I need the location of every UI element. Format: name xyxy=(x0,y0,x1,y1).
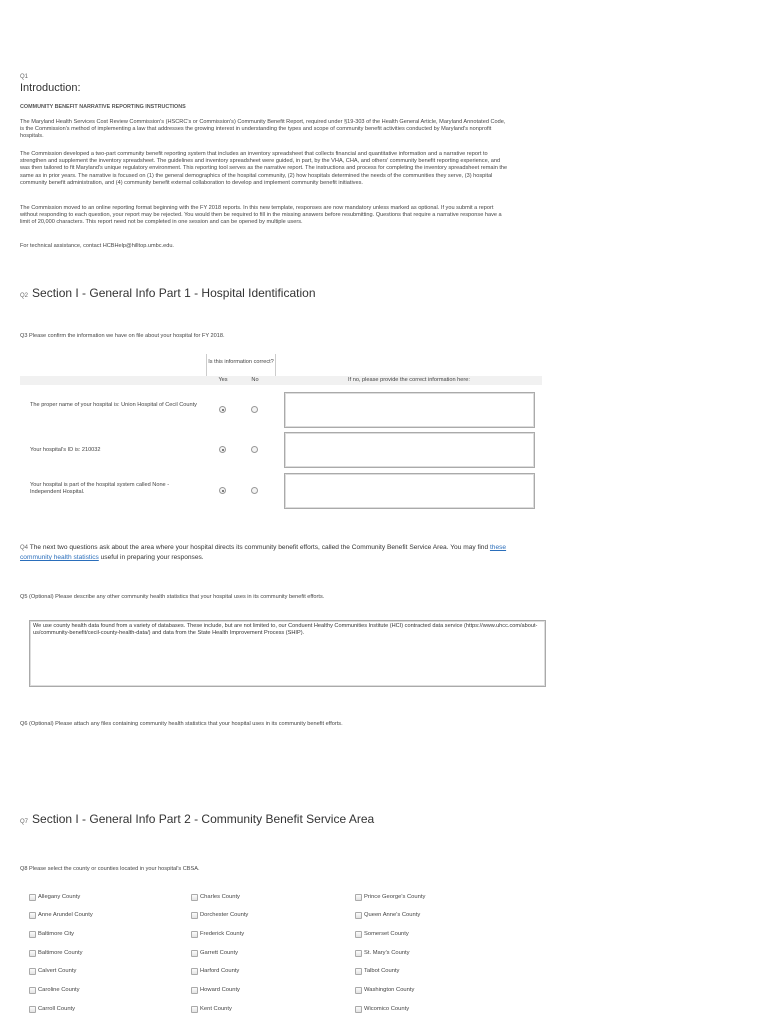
q6-prompt xyxy=(20,721,343,728)
county-checkbox[interactable] xyxy=(355,912,362,919)
county-label[interactable]: Somerset County xyxy=(364,931,409,937)
section2-title: Section I - General Info Part 2 - Community Benefit Service Area xyxy=(32,812,375,826)
county-checkbox[interactable] xyxy=(191,987,198,994)
q8-number: Q8 xyxy=(20,866,28,872)
county-label[interactable]: Caroline County xyxy=(38,987,80,993)
county-checkbox[interactable] xyxy=(29,968,36,975)
q4-text-after: useful in preparing your responses. xyxy=(98,554,204,561)
row-1-no-radio[interactable] xyxy=(251,406,258,413)
intro-title: Introduction: xyxy=(20,82,81,94)
county-checkbox[interactable] xyxy=(355,931,362,938)
county-checkbox[interactable] xyxy=(29,987,36,994)
q5-answer-textarea[interactable] xyxy=(29,620,546,687)
county-checkbox[interactable] xyxy=(29,931,36,938)
county-label[interactable]: Garrett County xyxy=(200,950,239,956)
q5-prompt xyxy=(20,594,324,601)
county-checkbox[interactable] xyxy=(191,912,198,919)
county-label[interactable]: Wicomico County xyxy=(364,1006,410,1012)
q5-prompt-text: (Optional) Please describe any other community health statistics that your hospital uses in its community benefit efforts. xyxy=(29,594,325,600)
q3-prompt-text: Please confirm the information we have on file about your hospital for FY 2018. xyxy=(29,333,225,339)
county-checkbox[interactable] xyxy=(191,950,198,957)
county-label[interactable]: Frederick County xyxy=(200,931,245,937)
county-checkbox[interactable] xyxy=(355,987,362,994)
county-label[interactable]: Dorchester County xyxy=(200,912,249,918)
matrix-row-2-label: Your hospital's ID is: 210032 xyxy=(30,447,101,453)
row-3-yes-radio[interactable] xyxy=(219,487,226,494)
county-label[interactable]: Charles County xyxy=(200,894,240,900)
county-checkbox[interactable] xyxy=(355,1006,362,1013)
row-1-correction-input[interactable] xyxy=(284,392,535,428)
county-label[interactable]: Queen Anne's County xyxy=(364,912,421,918)
county-checkbox[interactable] xyxy=(191,968,198,975)
section1-header xyxy=(20,286,316,300)
county-label[interactable]: Carroll County xyxy=(38,1006,76,1012)
q5-answer-text: We use county health data found from a variety of databases. These include, but are not limited to, our Conduent Healthy Communities Institute (HCI) contracted data service (https://www.uhcc.com/about-us/community-benefit/cecil-county-health-data/) and data from the State Health Improvement Process (SHIP). xyxy=(33,623,538,637)
row-3-correction-input[interactable] xyxy=(284,473,535,509)
matrix-row-1-label: The proper name of your hospital is: Union Hospital of Cecil County xyxy=(30,402,197,408)
q7-number: Q7 xyxy=(20,819,29,825)
q4-text-before: The next two questions ask about the area where your hospital directs its community benefit efforts, called the Community Benefit Service Area. You may find xyxy=(29,544,490,551)
q8-prompt xyxy=(20,866,200,873)
intro-heading: COMMUNITY BENEFIT NARRATIVE REPORTING INSTRUCTIONS xyxy=(20,104,186,110)
q8-prompt-text: Please select the county or counties located in your hospital's CBSA. xyxy=(29,866,200,872)
county-checkbox[interactable] xyxy=(355,968,362,975)
q6-number: Q6 xyxy=(20,721,28,727)
intro-paragraph-4: For technical assistance, contact HCBHelp@hilltop.umbc.edu. xyxy=(20,243,174,249)
county-label[interactable]: Howard County xyxy=(200,987,240,993)
county-label[interactable]: Baltimore County xyxy=(38,950,83,956)
section1-title: Section I - General Info Part 1 - Hospital Identification xyxy=(32,286,316,300)
row-3-no-radio[interactable] xyxy=(251,487,258,494)
county-checkbox[interactable] xyxy=(191,1006,198,1013)
county-label[interactable]: Calvert County xyxy=(38,968,77,974)
section2-header xyxy=(20,812,374,826)
county-checkbox[interactable] xyxy=(29,950,36,957)
county-label[interactable]: St. Mary's County xyxy=(364,950,410,956)
matrix-yes-header: Yes xyxy=(218,377,228,383)
county-checkbox[interactable] xyxy=(29,894,36,901)
q5-number: Q5 xyxy=(20,594,28,600)
q2-number: Q2 xyxy=(20,293,29,299)
q4-text xyxy=(20,543,510,562)
q1-number: Q1 xyxy=(20,74,29,80)
q6-prompt-text: (Optional) Please attach any files containing community health statistics that your hospital uses in its community benefit efforts. xyxy=(29,721,343,727)
row-2-yes-radio[interactable] xyxy=(219,446,226,453)
q4-number: Q4 xyxy=(20,545,29,551)
q3-prompt xyxy=(20,333,225,340)
row-2-correction-input[interactable] xyxy=(284,432,535,468)
intro-paragraph-3: The Commission moved to an online reporting format beginning with the FY 2018 reports. In this new template, responses are now mandatory unless marked as optional. If you submit a report without responding to each question, your report may be rejected. You would then be required to fill in the missing answers before resubmitting. Questions that require a narrative response have a limit of 20,000 characters. This report need not be completed in one session and can be opened by multiple users. xyxy=(20,205,502,226)
county-label[interactable]: Washington County xyxy=(364,987,415,993)
row-2-no-radio[interactable] xyxy=(251,446,258,453)
matrix-text-header: If no, please provide the correct information here: xyxy=(348,377,470,383)
county-checkbox[interactable] xyxy=(191,931,198,938)
county-label[interactable]: Harford County xyxy=(200,968,240,974)
county-checkbox[interactable] xyxy=(29,1006,36,1013)
county-label[interactable]: Kent County xyxy=(200,1006,232,1012)
county-label[interactable]: Anne Arundel County xyxy=(38,912,93,918)
county-label[interactable]: Prince George's County xyxy=(364,894,426,900)
county-checkbox[interactable] xyxy=(355,950,362,957)
community-health-statistics-link[interactable]: these community health statistics xyxy=(20,544,507,561)
county-label[interactable]: Baltimore City xyxy=(38,931,75,937)
county-checkbox[interactable] xyxy=(355,894,362,901)
county-checkbox[interactable] xyxy=(191,894,198,901)
county-checkbox[interactable] xyxy=(29,912,36,919)
row-1-yes-radio[interactable] xyxy=(219,406,226,413)
county-label[interactable]: Talbot County xyxy=(364,968,400,974)
county-label[interactable]: Allegany County xyxy=(38,894,81,900)
matrix-no-header: No xyxy=(251,377,259,383)
q3-number: Q3 xyxy=(20,333,28,339)
matrix-row-3-label: Your hospital is part of the hospital system called None - Independent Hospital. xyxy=(30,482,170,496)
intro-paragraph-1: The Maryland Health Services Cost Review Commission's (HSCRC's or Commission's) Community Benefit Report, required under §19-303 of the Health General Article, Maryland Annotated Code, is the Commission's method of implementing a law that addresses the growing interest in understanding the types and scope of community benefit activities conducted by Maryland's nonprofit hospitals. xyxy=(20,119,506,140)
matrix-column-header: Is this information correct? xyxy=(208,359,274,365)
intro-paragraph-2: The Commission developed a two-part community benefit reporting system that includes an inventory spreadsheet that collects financial and quantitative information and a narrative report to strengthen and supplement the inventory spreadsheet. The guidelines and inventory spreadsheet were guided, in part, by the VHA, CHA, and others' community benefit reporting experience, and was then tailored to fit Maryland's unique regulatory environment. This reporting tool serves as the narrative report. The instructions and process for completing the inventory spreadsheet remain the same as in prior years. The narrative is focused on (1) the general demographics of the hospital community, (2) how hospitals determined the needs of the communities they serve, (3) hospital community benefit administration, and (4) community benefit external collaboration to develop and implement community benefit initiatives. xyxy=(20,151,508,186)
